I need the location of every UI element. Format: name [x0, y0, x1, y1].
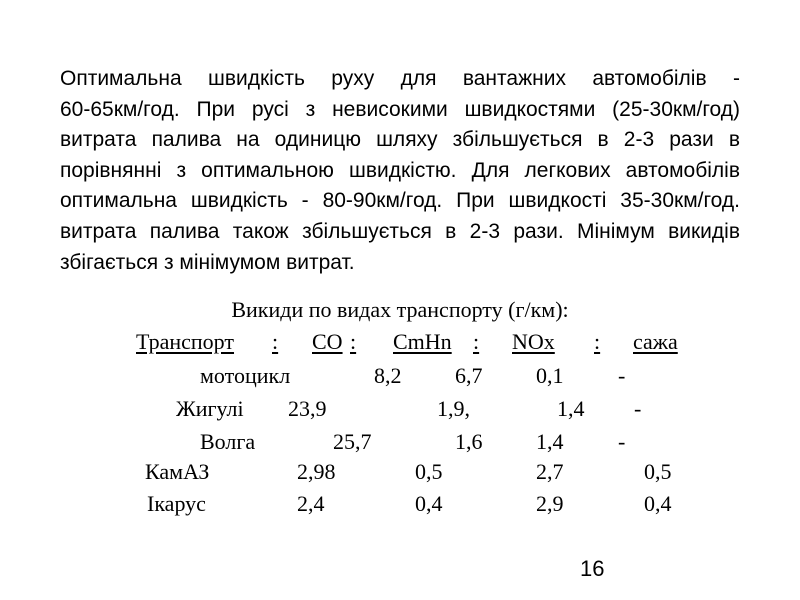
paragraph-line: порівнянні з оптимальною швидкістю. Для легкових автомобілів: [60, 158, 740, 182]
paragraph-line: витрата палива на одиницю шляху збільшується в 2-3 рази в: [60, 128, 740, 152]
row-co-value: 2,4: [297, 491, 325, 516]
row-cmhn-value: 6,7: [455, 363, 483, 388]
row-soot-value: -: [634, 396, 642, 421]
row-soot-value: -: [618, 363, 626, 388]
row-cmhn-value: 1,9,: [437, 396, 470, 421]
row-nox-value: 2,9: [536, 491, 564, 516]
header-separator: :: [350, 329, 357, 354]
row-cmhn-value: 0,4: [415, 491, 443, 516]
row-transport-name: мотоцикл: [200, 363, 291, 388]
row-nox-value: 1,4: [536, 429, 564, 454]
paragraph-line: Оптимальна швидкість руху для вантажних автомобілів -: [60, 67, 740, 90]
table-caption: Викиди по видах транспорту (г/км):: [231, 297, 569, 322]
row-co-value: 25,7: [333, 429, 372, 454]
header-soot: сажа: [633, 329, 678, 354]
row-co-value: 8,2: [374, 363, 402, 388]
header-nox: NOx: [512, 329, 555, 354]
paragraph-line: витрата палива також збільшується в 2-3 рази. Мінімум викидів: [60, 219, 740, 243]
header-transport: Транспорт: [136, 329, 235, 354]
row-soot-value: 0,5: [644, 459, 672, 484]
row-transport-name: Ікарус: [147, 491, 206, 516]
header-co: CO: [312, 329, 343, 354]
row-transport-name: Жигулі: [176, 396, 244, 421]
row-co-value: 23,9: [288, 396, 327, 421]
row-soot-value: -: [618, 429, 626, 454]
row-soot-value: 0,4: [644, 491, 672, 516]
row-nox-value: 0,1: [536, 363, 564, 388]
page-number: 16: [580, 556, 605, 581]
body-paragraph: [60, 64, 740, 278]
row-transport-name: Волга: [200, 429, 256, 454]
row-nox-value: 2,7: [536, 459, 564, 484]
header-separator: :: [473, 329, 480, 354]
row-nox-value: 1,4: [557, 396, 585, 421]
row-co-value: 2,98: [297, 459, 336, 484]
row-transport-name: КамАЗ: [145, 459, 210, 484]
paragraph-line: 60-65км/год. При русі з невисокими швидкостями (25-30км/год): [60, 97, 740, 121]
paragraph-line: збігається з мінімумом витрат.: [60, 250, 355, 274]
row-cmhn-value: 0,5: [415, 459, 443, 484]
paragraph-line: оптимальна швидкість - 80-90км/год. При швидкості 35-30км/год.: [60, 189, 740, 213]
header-separator: :: [594, 329, 601, 354]
row-cmhn-value: 1,6: [455, 429, 483, 454]
header-cmhn: CmHn: [393, 329, 452, 354]
header-separator: :: [272, 329, 279, 354]
